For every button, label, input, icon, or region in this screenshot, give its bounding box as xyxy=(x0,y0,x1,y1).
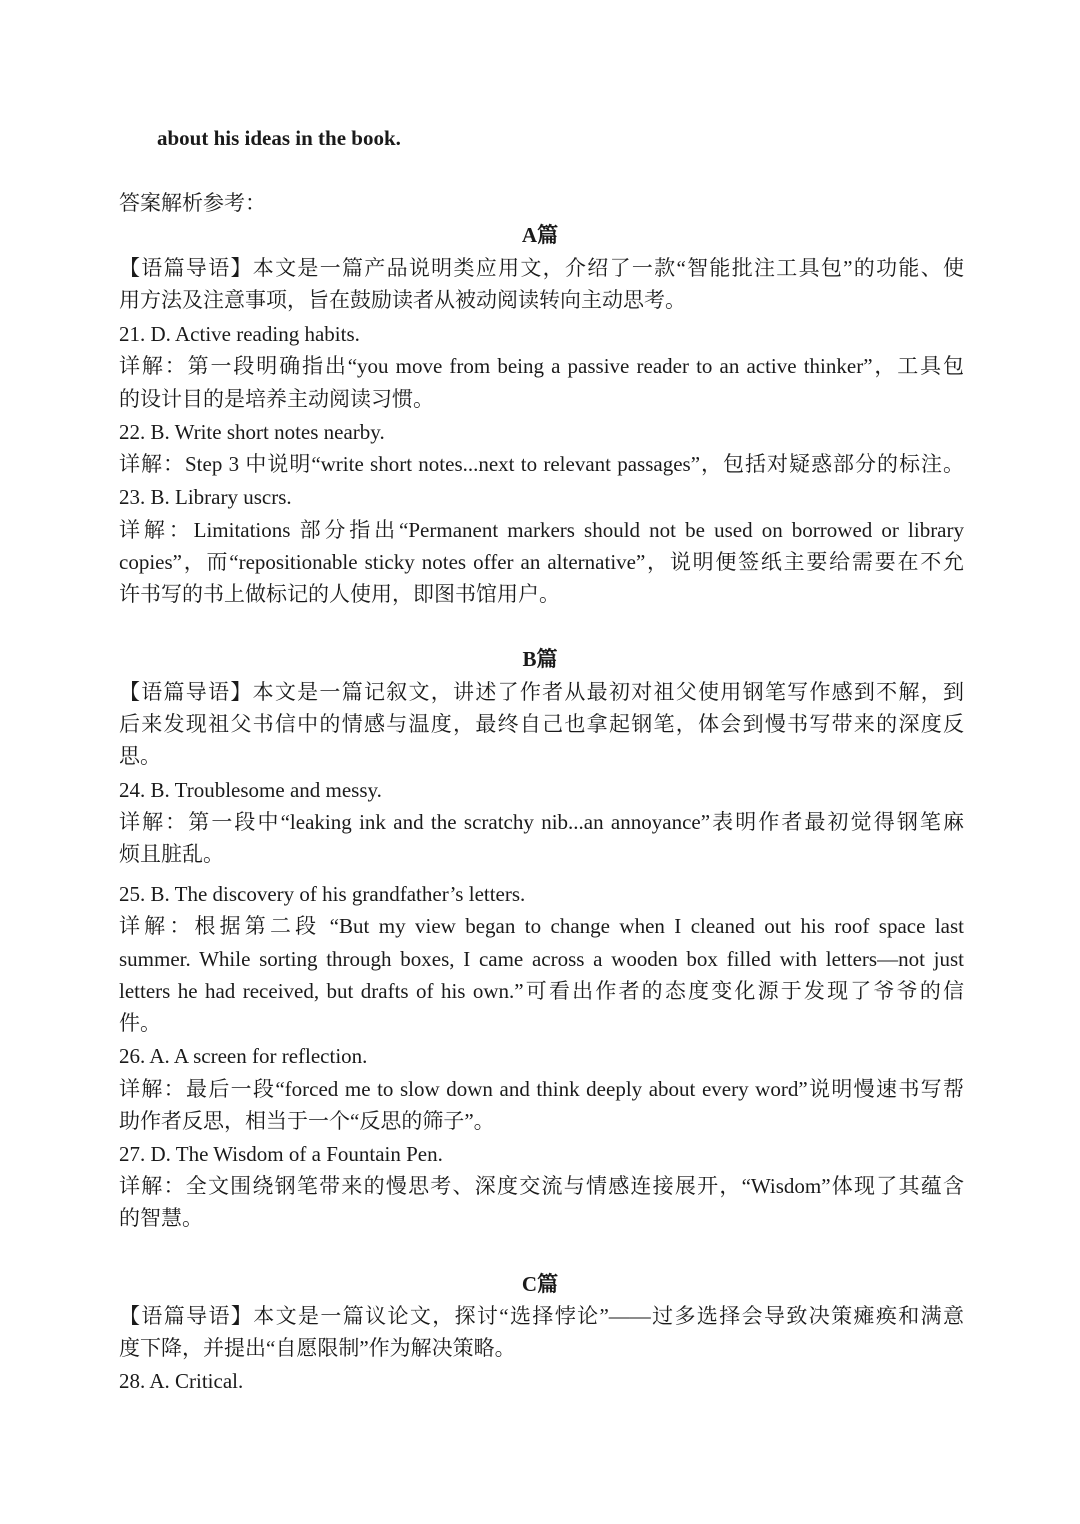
section-a-line: 23. B. Library uscrs. xyxy=(119,485,292,509)
section-b-line: 27. D. The Wisdom of a Fountain Pen. xyxy=(119,1142,443,1166)
section-c-line: 【语篇导语】本文是一篇议论文，探讨“选择悖论”——过多选择会导致决策瘫痪和满意 xyxy=(119,1304,964,1328)
section-a-line: 的设计目的是培养主动阅读习惯。 xyxy=(119,387,434,411)
section-a-line: copies”，而“repositionable sticky notes offer an alternative”，说明便签纸主要给需要在不允 xyxy=(119,550,964,574)
section-b-line: 思。 xyxy=(119,744,161,768)
section-a-line: 21. D. Active reading habits. xyxy=(119,322,360,346)
section-b-title: B篇 xyxy=(522,647,558,671)
section-b-line: 助作者反思，相当于一个“反思的筛子”。 xyxy=(119,1109,495,1133)
section-b-line: 详解：根据第二段 “But my view began to change when I cleaned out his roof space last xyxy=(119,914,964,938)
section-a-line: 用方法及注意事项，旨在鼓励读者从被动阅读转向主动思考。 xyxy=(119,288,686,312)
section-b-line: 烦且脏乱。 xyxy=(119,842,224,866)
section-b-line: 详解：全文围绕钢笔带来的慢思考、深度交流与情感连接展开，“Wisdom”体现了其蕴含 xyxy=(119,1174,964,1198)
section-b-line: 详解：第一段中“leaking ink and the scratchy nib...an annoyance”表明作者最初觉得钢笔麻 xyxy=(119,810,964,834)
section-b-line: 件。 xyxy=(119,1011,161,1035)
section-c-title: C篇 xyxy=(521,1272,559,1296)
section-b-line: 【语篇导语】本文是一篇记叙文，讲述了作者从最初对祖父使用钢笔写作感到不解，到 xyxy=(119,680,964,704)
intro-line: about his ideas in the book. xyxy=(157,126,401,150)
section-b-line: 后来发现祖父书信中的情感与温度，最终自己也拿起钢笔，体会到慢书写带来的深度反 xyxy=(119,712,964,736)
section-a-line: 许书写的书上做标记的人使用，即图书馆用户。 xyxy=(119,582,560,606)
section-a-line: 【语篇导语】本文是一篇产品说明类应用文，介绍了一款“智能批注工具包”的功能、使 xyxy=(119,256,964,280)
section-a-line: 详解：Step 3 中说明“write short notes...next to relevant passages”，包括对疑惑部分的标注。 xyxy=(119,452,964,476)
section-b-line: 24. B. Troublesome and messy. xyxy=(119,778,382,802)
section-c-line: 度下降，并提出“自愿限制”作为解决策略。 xyxy=(119,1336,516,1360)
section-a-line: 详解：Limitations 部分指出“Permanent markers should not be used on borrowed or library xyxy=(119,518,964,542)
section-b-line: 26. A. A screen for reflection. xyxy=(119,1044,368,1068)
section-a-line: 22. B. Write short notes nearby. xyxy=(119,420,385,444)
section-b-line: 详解：最后一段“forced me to slow down and think deeply about every word”说明慢速书写帮 xyxy=(119,1077,964,1101)
section-b-line: letters he had received, but drafts of his own.”可看出作者的态度变化源于发现了爷爷的信 xyxy=(119,979,964,1003)
section-a-line: 详解：第一段明确指出“you move from being a passive reader to an active thinker”，工具包 xyxy=(119,354,964,378)
section-b-line: summer. While sorting through boxes, I came across a wooden box filled with letters—not just xyxy=(119,947,964,971)
section-b-line: 的智慧。 xyxy=(119,1206,203,1230)
section-b-line: 25. B. The discovery of his grandfather’s letters. xyxy=(119,882,526,906)
section-c-line: 28. A. Critical. xyxy=(119,1369,244,1393)
section-a-title: A篇 xyxy=(521,223,559,247)
answer-heading: 答案解析参考： xyxy=(119,191,266,215)
